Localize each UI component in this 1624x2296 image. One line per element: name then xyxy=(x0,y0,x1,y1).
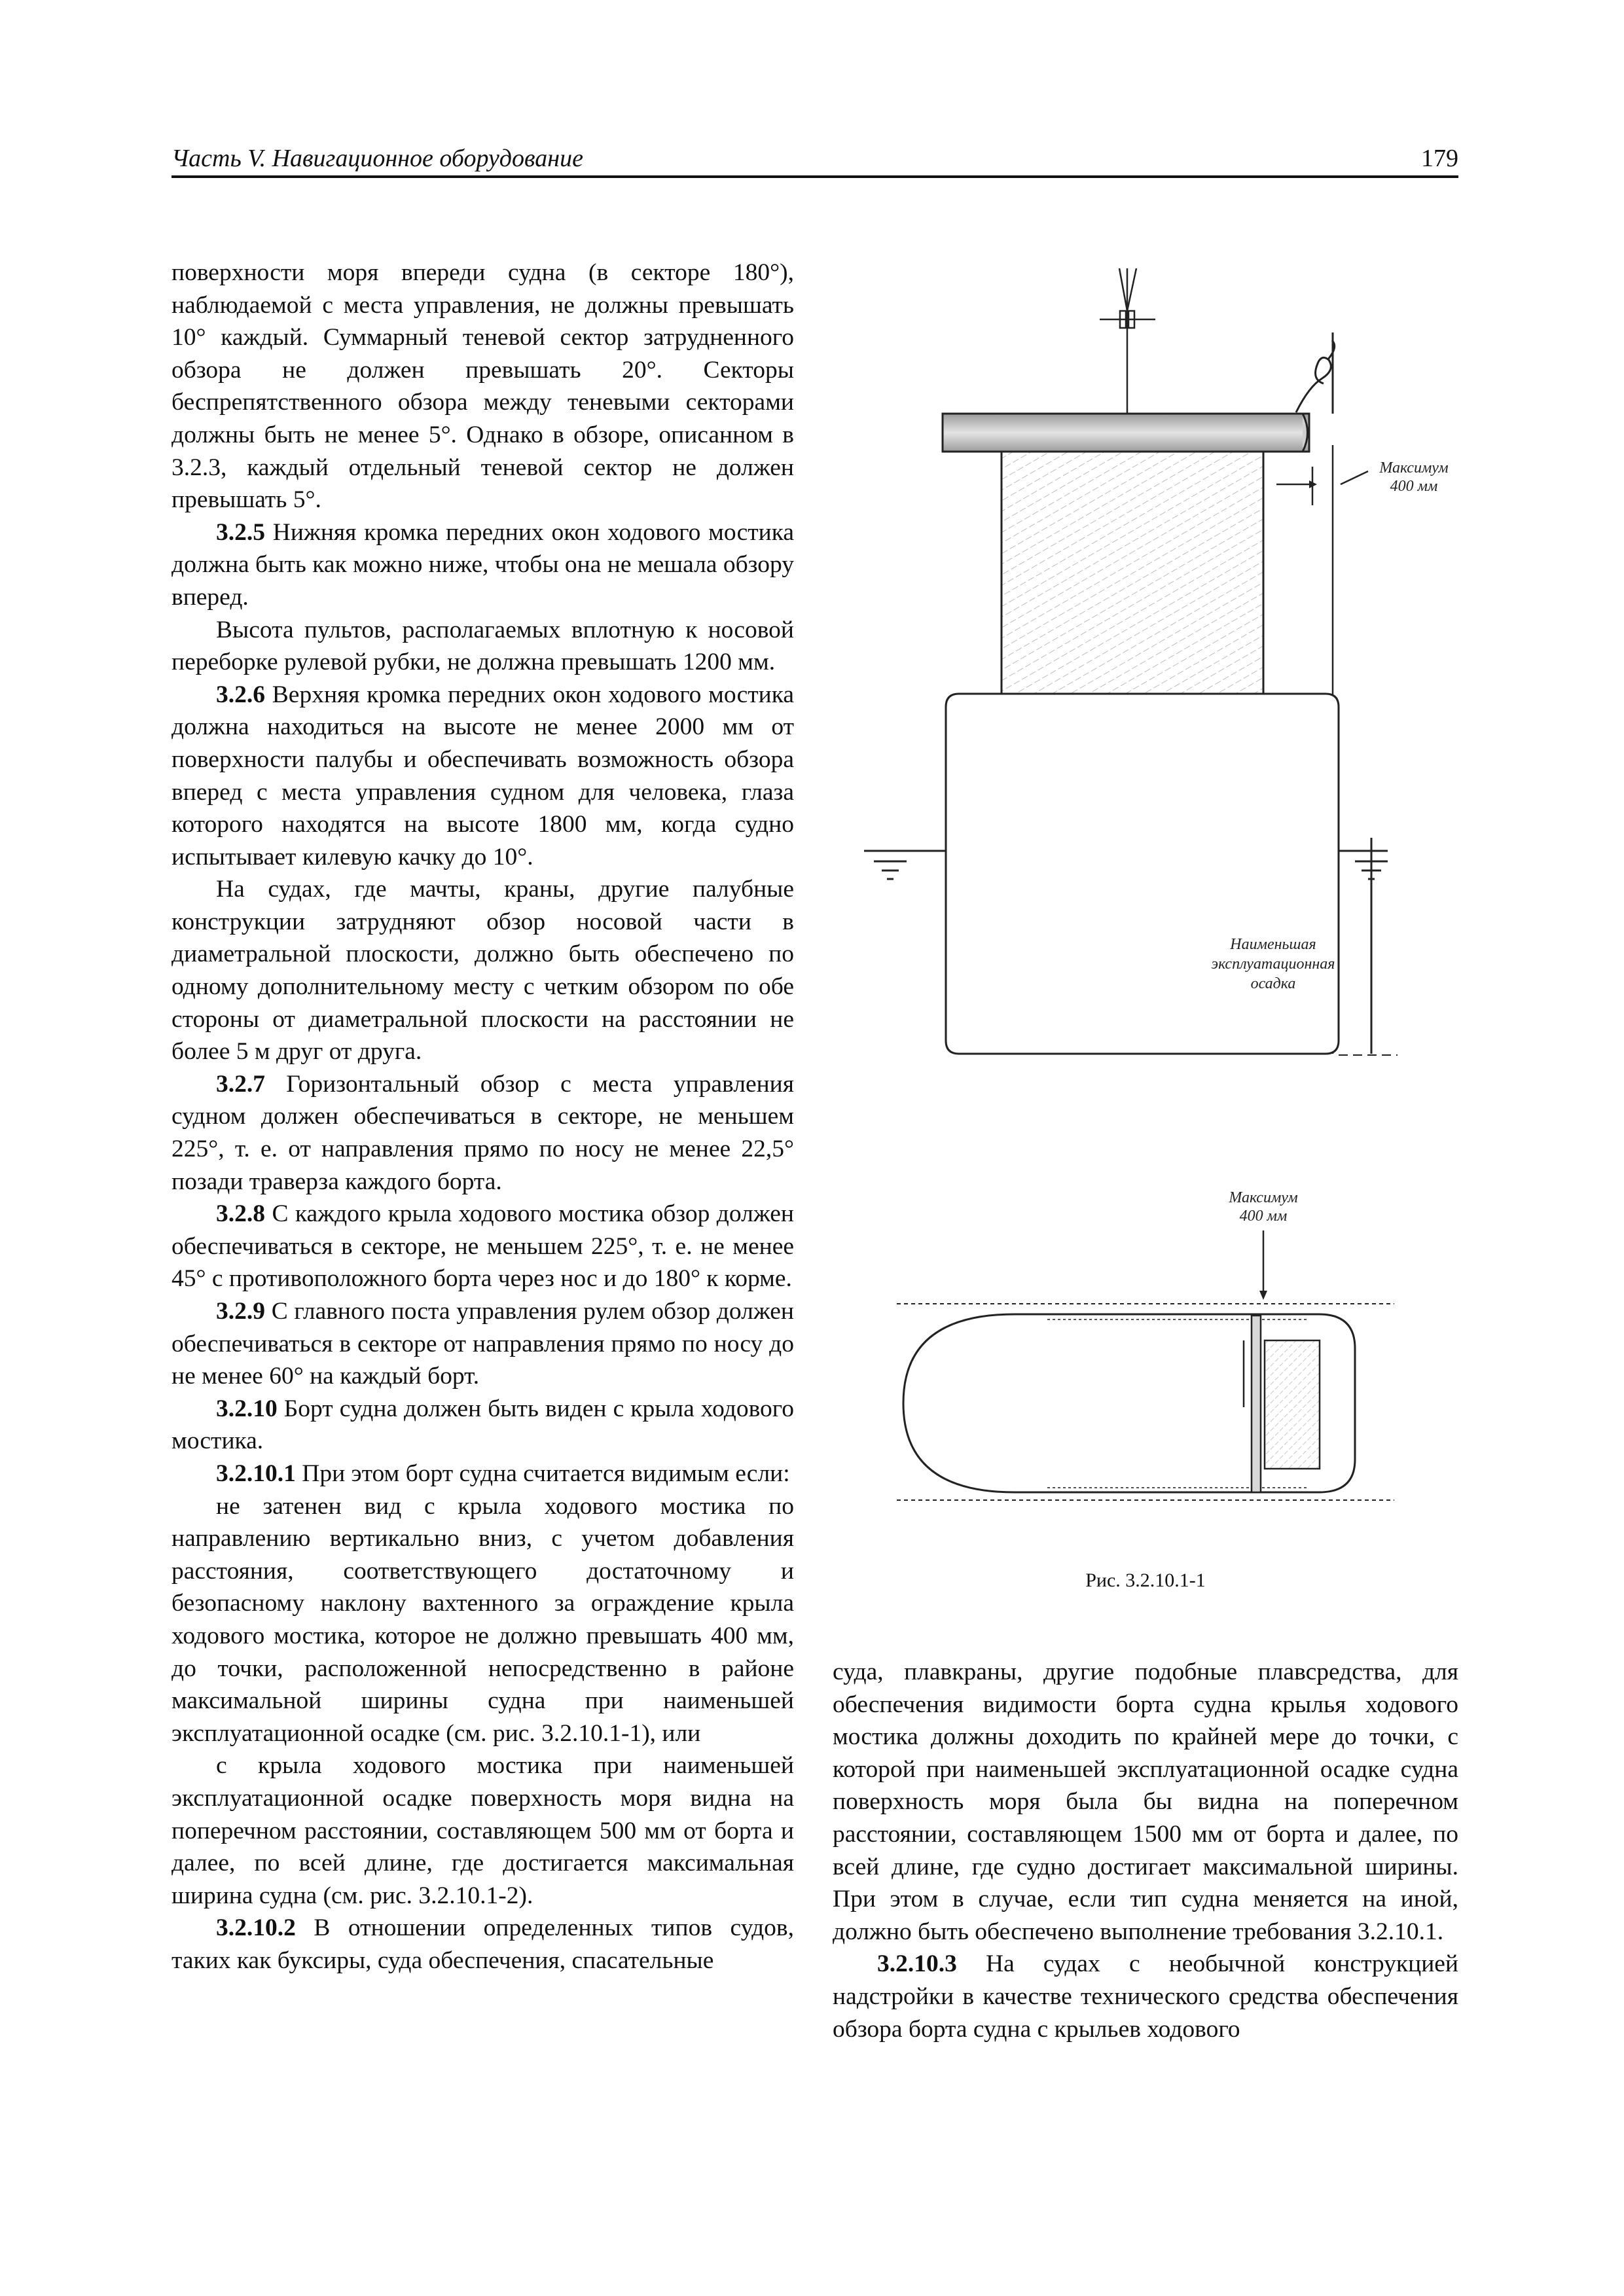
waterline-left-icon xyxy=(864,851,946,879)
header-rule xyxy=(171,175,1458,178)
figure-3-2-10-1-1 xyxy=(851,249,1492,1597)
paragraph: поверхности моря впереди судна (в секторе 180°), наблюдаемой с места управления, не должны превышать 10° каждый. Суммарный теневой сектор затрудненного обзора не должен превышать 20°. Секторы беспрепятственного обзора между теневыми секторами должны быть не менее 5°. Однако в обзоре, описанном в 3.2.3, каждый отдельный теневой сектор не должен превышать 5°. xyxy=(171,259,794,514)
paragraph: 3.2.9 С главного поста управления рулем обзор должен обеспечиваться в секторе от направления прямо по носу до не менее 60° на каждый борт. xyxy=(171,1298,794,1390)
right-column xyxy=(833,1656,1458,2045)
draft-label-3: осадка xyxy=(1250,975,1296,992)
paragraph: 3.2.10.2 В отношении определенных типов судов, таких как буксиры, суда обеспечения, спасательные xyxy=(171,1914,794,1974)
paragraph: не затенен вид с крыла ходового мостика по направлению вертикально вниз, с учетом добавления расстояния, соответствующего достаточному и безопасному наклону вахтенного за ограждение крыла ходового мостика, которое не должно превышать 400 мм, до точки, расположенной непосредственно в районе максимальной ширины судна при наименьшей эксплуатационной осадке (см. рис. 3.2.10.1-1), или xyxy=(171,1492,794,1747)
wheelhouse-plan xyxy=(1265,1340,1320,1469)
max-400-label-plan-2: 400 мм xyxy=(1239,1208,1288,1225)
max-400-label-plan-1: Максимум xyxy=(1229,1189,1298,1206)
paragraph: с крыла ходового мостика при наименьшей эксплуатационной осадке поверхность моря видна на поперечном расстоянии, составляющем 500 мм от борта и далее, по всей длине, где достигается максимальная ширина судна (см. рис. 3.2.10.1-2). xyxy=(171,1752,794,1909)
antenna-icon xyxy=(1100,268,1155,414)
figure-caption: Рис. 3.2.10.1-1 xyxy=(1085,1570,1206,1591)
paragraph: 3.2.10.1 При этом борт судна считается видимым если: xyxy=(216,1460,790,1487)
paragraph: 3.2.10 Борт судна должен быть виден с крыла ходового мостика. xyxy=(171,1395,794,1455)
waterline-right-icon xyxy=(1339,838,1388,1054)
paragraph: 3.2.5 Нижняя кромка передних окон ходового мостика должна быть как можно ниже, чтобы она не мешала обзору вперед. xyxy=(171,518,794,611)
draft-label-1: Наименьшая xyxy=(1230,936,1316,953)
max-400-label-top-1: Максимум xyxy=(1379,459,1449,476)
plan-view xyxy=(897,1189,1394,1500)
page-number: 179 xyxy=(1421,145,1458,172)
hull xyxy=(946,694,1339,1054)
draft-label-2: эксплуатационная xyxy=(1211,956,1335,973)
max-400-label-top-2: 400 мм xyxy=(1390,478,1438,495)
page-header xyxy=(171,139,1458,178)
paragraph: суда, плавкраны, другие подобные плавсредства, для обеспечения видимости борта судна крылья ходового мостика должны доходить по крайней мере до точки, с которой при наименьшей эксплуатационной осадке судна поверхность моря была бы видна на поперечном расстоянии, составляющем 1500 мм от борта и далее, по всей длине, где судно достигает максимальной ширины. При этом в случае, если тип судна меняется на иной, должно быть обеспечено выполнение требования 3.2.10.1. xyxy=(833,1659,1458,1945)
bridge-plan xyxy=(1252,1316,1261,1492)
paragraph: 3.2.8 С каждого крыла ходового мостика обзор должен обеспечиваться в секторе, не меньшем 225°, т. е. не менее 45° с противоположного борта через нос и до 180° к корме. xyxy=(171,1200,794,1293)
running-title: Часть V. Навигационное оборудование xyxy=(171,145,583,172)
paragraph: На судах, где мачты, краны, другие палубные конструкции затрудняют обзор носовой части в диаметральной плоскости, должно быть обеспечено по одному дополнительному месту с четким обзором по обе стороны от диаметральной плоскости на расстоянии не более 5 м друг от друга. xyxy=(171,876,794,1066)
paragraph: 3.2.6 Верхняя кромка передних окон ходового мостика должна находиться на высоте не менее 2000 мм от поверхности палубы и обеспечивать возможность обзора вперед с места управления судном для человека, глаза которого находятся на высоте 1800 мм, когда судно испытывает килевую качку до 10°. xyxy=(171,681,794,870)
paragraph: 3.2.10.3 На судах с необычной конструкцией надстройки в качестве технического средства обеспечения обзора борта судна с крыльев ходового xyxy=(833,1950,1458,2043)
elevation-view xyxy=(864,268,1449,1055)
wheelhouse xyxy=(1001,452,1263,694)
paragraph: 3.2.7 Горизонтальный обзор с места управления судном должен обеспечиваться в секторе, не меньшем 225°, т. е. от направления прямо по носу не менее 22,5° позади траверза каждого борта. xyxy=(171,1070,794,1195)
observer-icon xyxy=(1296,332,1335,414)
paragraph: Высота пультов, располагаемых вплотную к носовой переборке рулевой рубки, не должна превышать 1200 мм. xyxy=(171,616,794,676)
bridge-wing xyxy=(943,414,1309,452)
left-column xyxy=(171,257,794,1977)
